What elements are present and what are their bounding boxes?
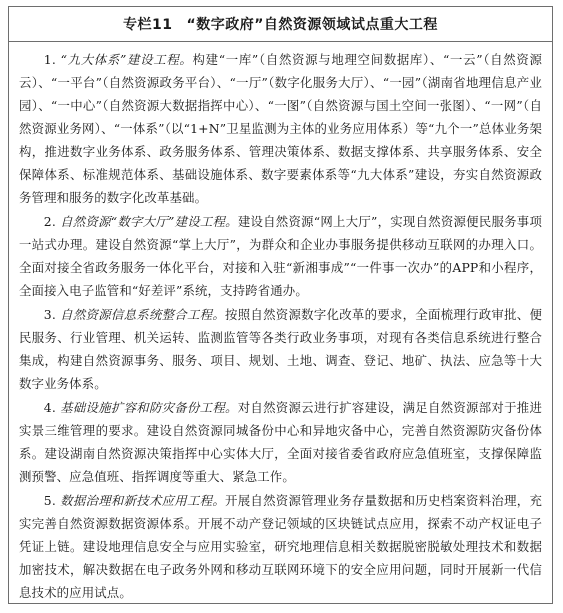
- item-body: 对自然资源云进行扩容建设，满足自然资源部对于推进实景三维管理的要求。建设自然资源同城备份中心和异地灾备中心，完善自然资源防灾备份体系。建设湖南自然资源决策指挥中心实体大厅，全面对接省委省政府应急值班室，支撑保障监测预警、应急值班、指挥调度等重大、紧急工作。: [19, 400, 542, 484]
- item-heading: 基础设施扩容和防灾备份工程。: [60, 400, 238, 415]
- item-number: 5.: [43, 493, 56, 508]
- box-content: [9, 42, 552, 604]
- item-heading: “九大体系”建设工程。: [60, 52, 193, 67]
- box-title-text: “数字政府”自然资源领域试点重大工程: [186, 17, 438, 33]
- item-body: 开展自然资源管理业务存量数据和历史档案资料治理，充实完善自然资源数据资源体系。开展不动产登记领域的区块链试点应用，探索不动产权证电子凭证上链。建设地理信息安全与应用实验室，研究地理信息相关数据脱密脱敏处理技术和数据加密技术，解决数据在电子政务外网和移动互联网环境下的安全应用问题，同时开展新一代信息技术的应用试点。: [19, 493, 542, 600]
- item-1: [19, 48, 542, 209]
- item-body: 按照自然资源数字化改革的要求，全面梳理行政审批、便民服务、行业管理、机关运转、监测监管等各类行政业务事项，对现有各类信息系统进行整合集成，构建自然资源事务、服务、项目、规划、土地、调查、登记、地矿、执法、应急等十大数字业务体系。: [19, 307, 542, 391]
- item-heading: 数据治理和新技术应用工程。: [60, 493, 226, 508]
- item-number: 3.: [43, 307, 56, 322]
- item-5: [19, 489, 542, 604]
- item-number: 1.: [43, 52, 56, 67]
- item-3: [19, 303, 542, 395]
- item-4: [19, 396, 542, 488]
- item-heading: 自然资源“数字大厅”建设工程。: [60, 214, 238, 229]
- item-number: 4.: [43, 400, 56, 415]
- item-body: 建设自然资源“网上大厅”，实现自然资源便民服务事项一站式办理。建设自然资源“掌上大厅”，为群众和企业办事服务提供移动互联网的办理入口。全面对接全省政务服务一体化平台，对接和入驻“新湘事成”“一件事一次办”的APP和小程序，全面接入电子监管和“好差评”系统，支持跨省通办。: [19, 214, 542, 298]
- item-2: [19, 210, 542, 302]
- item-heading: 自然资源信息系统整合工程。: [60, 307, 226, 322]
- box-title: [9, 7, 552, 42]
- item-body: 构建“一库”（自然资源与地理空间数据库）、“一云”（自然资源云）、“一平台”（自然资源政务平台）、“一厅”（数字化服务大厅）、“一园”（湖南省地理信息产业园）、“一中心”（自然资源大数据指挥中心）、“一图”（自然资源与国土空间一张图）、“一网”（自然资源业务网）、“一体系”（以“1+N”卫星监测为主体的业务应用体系）等“九个一”总体业务架构，推进数字业务体系、政务服务体系、管理决策体系、数据支撑体系、共享服务体系、安全保障体系、标准规范体系、基础设施体系、数字要素体系等“九大体系”建设，夯实自然资源政务管理和服务的数字化改革基础。: [19, 52, 542, 205]
- item-number: 2.: [43, 214, 56, 229]
- box-label: 专栏11: [123, 17, 173, 33]
- feature-box: [8, 6, 553, 604]
